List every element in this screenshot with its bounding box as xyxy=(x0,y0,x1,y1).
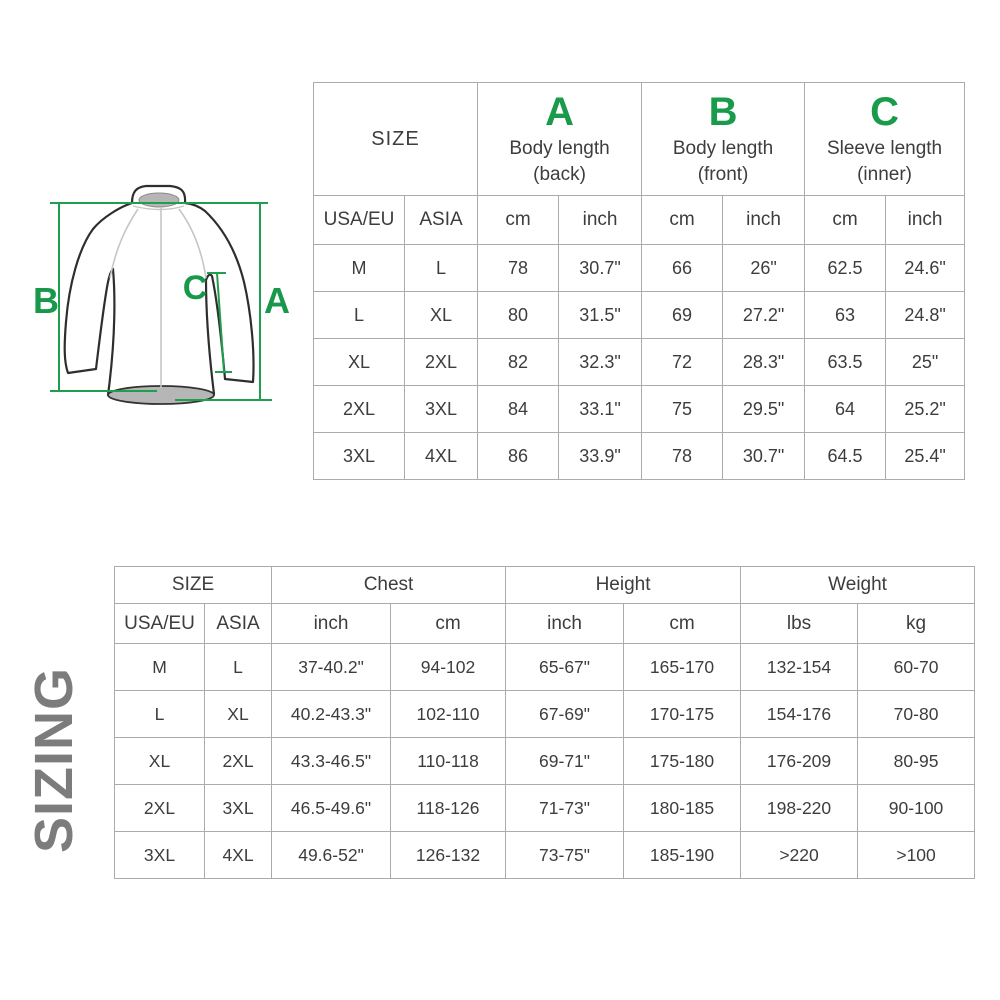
table-cell: 33.1" xyxy=(559,386,642,433)
table-cell: 32.3" xyxy=(559,339,642,386)
table-cell: 70-80 xyxy=(858,691,975,738)
table-cell: 62.5 xyxy=(805,245,886,292)
unit-header-inch: inch xyxy=(886,196,965,245)
table-cell: 165-170 xyxy=(624,644,741,691)
measurement-header-row-2 xyxy=(314,196,965,245)
table-row xyxy=(115,691,975,738)
table-cell: 25.2" xyxy=(886,386,965,433)
column-b-letter: B xyxy=(708,90,738,135)
table-row xyxy=(314,339,965,386)
table-cell: 154-176 xyxy=(741,691,858,738)
table-cell: 3XL xyxy=(115,832,205,879)
table-cell: M xyxy=(115,644,205,691)
table-cell: 180-185 xyxy=(624,785,741,832)
height-cm-header: cm xyxy=(624,604,741,644)
table-row xyxy=(115,785,975,832)
table-cell: 170-175 xyxy=(624,691,741,738)
asia-header: ASIA xyxy=(205,604,272,644)
unit-header-cm: cm xyxy=(805,196,886,245)
table-cell: 176-209 xyxy=(741,738,858,785)
table-cell: 198-220 xyxy=(741,785,858,832)
table-cell: 2XL xyxy=(314,386,405,433)
table-cell: 80-95 xyxy=(858,738,975,785)
height-header-cell: Height xyxy=(506,567,741,604)
table-cell: >220 xyxy=(741,832,858,879)
usa-eu-header: USA/EU xyxy=(314,196,405,245)
table-cell: 175-180 xyxy=(624,738,741,785)
table-cell: 185-190 xyxy=(624,832,741,879)
table-cell: 29.5" xyxy=(723,386,805,433)
table-cell: 82 xyxy=(478,339,559,386)
table-cell: 2XL xyxy=(115,785,205,832)
column-a-subtitle: (back) xyxy=(533,164,586,185)
table-cell: XL xyxy=(314,339,405,386)
table-cell: 84 xyxy=(478,386,559,433)
table-cell: 30.7" xyxy=(723,433,805,480)
height-inch-header: inch xyxy=(506,604,624,644)
fit-header-row-1 xyxy=(115,567,975,604)
column-a-title: Body length xyxy=(509,138,610,160)
fit-table-body xyxy=(115,644,975,879)
table-cell: 64.5 xyxy=(805,433,886,480)
measurement-header-row-1 xyxy=(314,83,965,196)
table-cell: 64 xyxy=(805,386,886,433)
column-a-header-cell xyxy=(478,83,642,196)
jersey-outline xyxy=(65,186,254,401)
table-cell: 72 xyxy=(642,339,723,386)
table-cell: 110-118 xyxy=(391,738,506,785)
diagram-label-c: C xyxy=(182,269,208,307)
unit-header-inch: inch xyxy=(723,196,805,245)
table-cell: 78 xyxy=(478,245,559,292)
table-row xyxy=(115,832,975,879)
table-cell: L xyxy=(405,245,478,292)
table-cell: 86 xyxy=(478,433,559,480)
table-cell: 24.8" xyxy=(886,292,965,339)
column-c-subtitle: (inner) xyxy=(857,164,912,185)
diagram-label-b: B xyxy=(33,280,59,321)
table-cell: 46.5-49.6" xyxy=(272,785,391,832)
table-cell: 67-69" xyxy=(506,691,624,738)
jersey-collar-opening xyxy=(139,193,179,207)
table-cell: 65-67" xyxy=(506,644,624,691)
fit-table xyxy=(114,566,975,879)
sizing-title: SIZING xyxy=(24,666,84,854)
table-cell: 73-75" xyxy=(506,832,624,879)
table-cell: 3XL xyxy=(205,785,272,832)
table-cell: 69-71" xyxy=(506,738,624,785)
table-row xyxy=(314,433,965,480)
table-cell: L xyxy=(314,292,405,339)
table-cell: 2XL xyxy=(205,738,272,785)
size-header-cell xyxy=(314,83,478,196)
unit-header-inch: inch xyxy=(559,196,642,245)
table-cell: 31.5" xyxy=(559,292,642,339)
column-c-title: Sleeve length xyxy=(826,138,943,160)
unit-header-cm: cm xyxy=(478,196,559,245)
table-cell: 80 xyxy=(478,292,559,339)
table-cell: 37-40.2" xyxy=(272,644,391,691)
table-cell: 26" xyxy=(723,245,805,292)
measurement-table-body xyxy=(314,245,965,480)
weight-lbs-header: lbs xyxy=(741,604,858,644)
table-cell: 4XL xyxy=(405,433,478,480)
table-cell: L xyxy=(115,691,205,738)
table-cell: 126-132 xyxy=(391,832,506,879)
table-cell: 4XL xyxy=(205,832,272,879)
table-cell: L xyxy=(205,644,272,691)
table-cell: 33.9" xyxy=(559,433,642,480)
table-cell: XL xyxy=(115,738,205,785)
table-cell: 118-126 xyxy=(391,785,506,832)
jersey-diagram xyxy=(20,148,312,450)
table-row xyxy=(314,386,965,433)
table-cell: 71-73" xyxy=(506,785,624,832)
table-cell: 90-100 xyxy=(858,785,975,832)
table-cell: 63 xyxy=(805,292,886,339)
column-a-letter: A xyxy=(545,90,574,135)
table-cell: 69 xyxy=(642,292,723,339)
table-cell: 3XL xyxy=(314,433,405,480)
fit-table-head xyxy=(115,567,975,644)
table-cell: 24.6" xyxy=(886,245,965,292)
usa-eu-header: USA/EU xyxy=(115,604,205,644)
table-cell: 3XL xyxy=(405,386,478,433)
chest-cm-header: cm xyxy=(391,604,506,644)
column-c-header-cell xyxy=(805,83,965,196)
table-row xyxy=(115,644,975,691)
table-cell: 49.6-52" xyxy=(272,832,391,879)
table-cell: 60-70 xyxy=(858,644,975,691)
table-row xyxy=(314,292,965,339)
table-cell: 78 xyxy=(642,433,723,480)
measurement-table xyxy=(313,82,965,480)
diagram-label-a: A xyxy=(264,280,290,321)
table-cell: XL xyxy=(205,691,272,738)
chest-inch-header: inch xyxy=(272,604,391,644)
table-row xyxy=(115,738,975,785)
measurement-table-head xyxy=(314,83,965,245)
column-b-subtitle: (front) xyxy=(697,164,749,185)
table-cell: 2XL xyxy=(405,339,478,386)
table-cell: 40.2-43.3" xyxy=(272,691,391,738)
fit-header-row-2 xyxy=(115,604,975,644)
table-cell: >100 xyxy=(858,832,975,879)
table-cell: 25" xyxy=(886,339,965,386)
chest-header-cell: Chest xyxy=(272,567,506,604)
weight-kg-header: kg xyxy=(858,604,975,644)
table-cell: 132-154 xyxy=(741,644,858,691)
table-cell: 75 xyxy=(642,386,723,433)
column-b-title: Body length xyxy=(672,138,774,160)
table-cell: 66 xyxy=(642,245,723,292)
column-b-header-cell xyxy=(642,83,805,196)
table-row xyxy=(314,245,965,292)
table-cell: 27.2" xyxy=(723,292,805,339)
table-cell: 25.4" xyxy=(886,433,965,480)
table-cell: 94-102 xyxy=(391,644,506,691)
size-header-label: SIZE xyxy=(371,127,420,150)
table-cell: 30.7" xyxy=(559,245,642,292)
table-cell: 28.3" xyxy=(723,339,805,386)
asia-header: ASIA xyxy=(405,196,478,245)
unit-header-cm: cm xyxy=(642,196,723,245)
table-cell: M xyxy=(314,245,405,292)
fit-size-header-cell: SIZE xyxy=(115,567,272,604)
table-cell: 102-110 xyxy=(391,691,506,738)
weight-header-cell: Weight xyxy=(741,567,975,604)
table-cell: 63.5 xyxy=(805,339,886,386)
column-c-letter: C xyxy=(870,90,899,135)
table-cell: 43.3-46.5" xyxy=(272,738,391,785)
jersey-hem xyxy=(108,386,214,404)
table-cell: XL xyxy=(405,292,478,339)
